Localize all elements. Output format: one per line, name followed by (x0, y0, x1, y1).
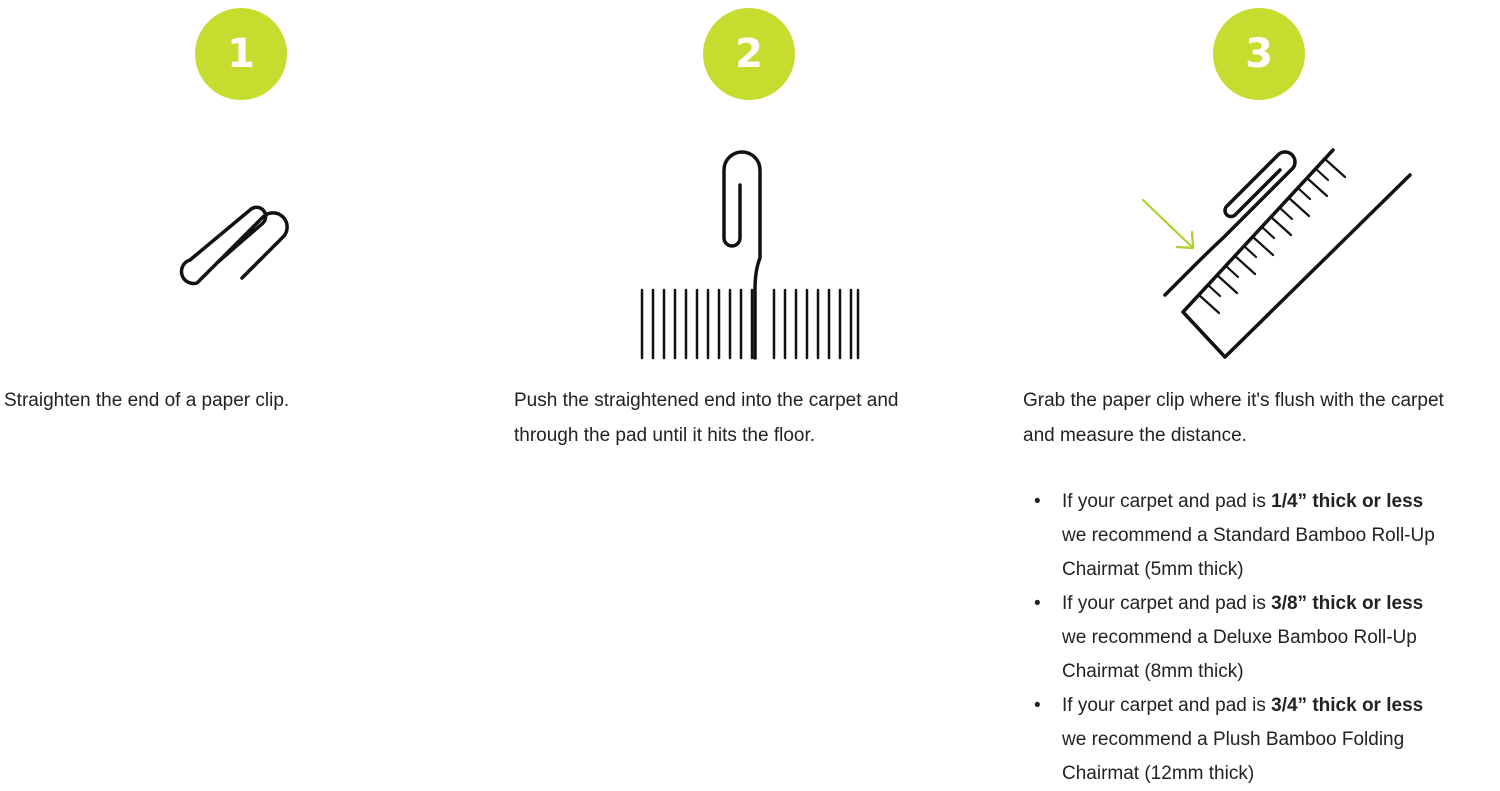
step-3-caption-line: and measure the distance. (1023, 425, 1247, 446)
paper-clip-in-carpet-icon (630, 140, 870, 365)
step-2-caption-line: Push the straightened end into the carpet and (514, 390, 899, 411)
recommendation-thickness: 3/8” thick or less (1271, 593, 1424, 614)
step-2-badge (703, 8, 795, 100)
recommendation-thickness: 3/4” thick or less (1271, 695, 1424, 716)
bullet-icon: • (1034, 491, 1041, 512)
step-3-caption (1023, 383, 1444, 453)
recommendation-list (1034, 485, 1435, 791)
step-3-badge (1213, 8, 1305, 100)
step-2-caption-line: through the pad until it hits the floor. (514, 425, 816, 446)
recommendation-item (1034, 689, 1435, 791)
step-3-number: 3 (1245, 31, 1273, 77)
step-3-caption-line: Grab the paper clip where it's flush with the carpet (1023, 390, 1444, 411)
recommendation-product: we recommend a Plush Bamboo Folding (1062, 729, 1405, 750)
recommendation-prefix: If your carpet and pad is (1062, 695, 1272, 716)
paper-clip-ruler-measure-icon (1135, 120, 1425, 370)
recommendation-item (1034, 485, 1435, 587)
step-1-badge (195, 8, 287, 100)
step-1-number: 1 (227, 31, 255, 77)
recommendation-product: we recommend a Deluxe Bamboo Roll-Up (1062, 627, 1417, 648)
recommendation-prefix: If your carpet and pad is (1062, 593, 1272, 614)
recommendation-spec: Chairmat (5mm thick) (1062, 559, 1244, 580)
recommendation-spec: Chairmat (8mm thick) (1062, 661, 1244, 682)
recommendation-thickness: 1/4” thick or less (1271, 491, 1424, 512)
recommendation-item (1034, 587, 1435, 689)
bullet-icon: • (1034, 695, 1041, 716)
recommendation-product: we recommend a Standard Bamboo Roll-Up (1062, 525, 1435, 546)
recommendation-spec: Chairmat (12mm thick) (1062, 763, 1255, 784)
step-2-caption (514, 383, 899, 453)
step-2-number: 2 (735, 31, 763, 77)
bullet-icon: • (1034, 593, 1041, 614)
step-1-caption-line: Straighten the end of a paper clip. (4, 390, 290, 411)
recommendation-prefix: If your carpet and pad is (1062, 491, 1272, 512)
step-1-caption (4, 383, 289, 418)
straight-paper-clip-icon (170, 180, 305, 300)
